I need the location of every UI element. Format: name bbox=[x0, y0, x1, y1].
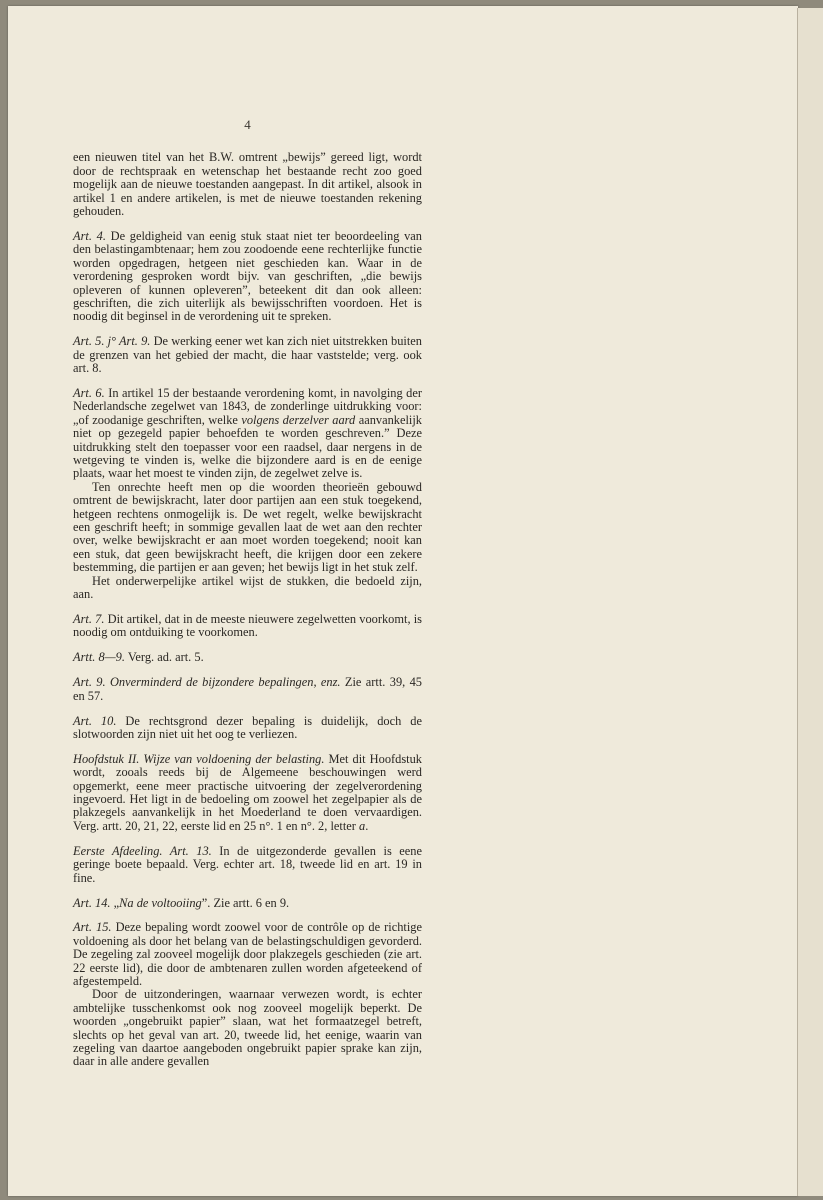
paragraph-text: een nieuwen titel van het B.W. omtrent „bewijs” gereed ligt, wordt door de rechtspraak en wetenschap het bestaande recht zoo goed mogelijk aan de nieuwe toestanden aangepast. In dit artikel, alsook in artikel 1 en andere artikelen, is met de nieuwe toestanden rekening gehouden. bbox=[73, 150, 422, 219]
paragraph-text: De rechtsgrond dezer bepaling is duidelijk, doch de slotwoorden zijn niet uit het oog te verliezen. bbox=[73, 713, 422, 741]
italic-phrase: volgens derzelver aard bbox=[241, 412, 356, 427]
paragraph bbox=[73, 988, 422, 1068]
paragraph-text: „ bbox=[110, 895, 120, 910]
paragraph-text: Ten onrechte heeft men op die woorden theorieën gebouwd omtrent de bewijskracht, later door partijen aan een stuk toegekend, hetgeen rechtens onmogelijk is. De wet regelt, welke bewijskracht een geschrift heeft; in sommige gevallen laat de wet aan den rechter over, welke bewijskracht er aan moet worden toegekend; nooit kan een stuk, dat geen bewijskracht heeft, die krijgen door een zekere bestemming, die partijen er aan geven; het bewijs ligt in het stuk zelf. bbox=[73, 479, 422, 575]
page-content bbox=[73, 118, 422, 1080]
article-heading: Art. 10. bbox=[73, 713, 117, 728]
article-heading: Artt. 8—9. bbox=[73, 650, 125, 665]
page-number: 4 bbox=[244, 117, 251, 132]
article-heading: Art. 14. bbox=[73, 895, 111, 910]
paragraph-text: Met dit Hoofdstuk wordt, zooals reeds bij de Algemeene beschouwingen werd opgemerkt, eene meer practische uitvoering der zegelverordening ingevoerd. Het ligt in de bedoeling om zoowel het zegelpapier als de plakzegels aanvankelijk in het Moederland te doen vervaardigen. Verg. artt. 20, 21, 22, eerste lid en 25 n°. 1 en n°. 2, letter bbox=[73, 751, 422, 833]
paragraph bbox=[73, 845, 422, 885]
paragraph-text-continued: . bbox=[365, 818, 369, 833]
paragraph-text: Het onderwerpelijke artikel wijst de stukken, die bedoeld zijn, aan. bbox=[73, 573, 422, 602]
paragraph bbox=[73, 575, 422, 602]
adjacent-page-edge bbox=[797, 8, 823, 1196]
paragraph-text: Door de uitzonderingen, waarnaar verwezen wordt, is echter ambtelijke tusschenkomst ook nog zooveel mogelijk beperkt. De woorden „ongebruikt papier” slaan, wat het formaatzegel betreft, slechts op het geval van art. 20, tweede lid, het eenige, waarin van zegeling van daartoe aangeboden ongebruikt papier sprake kan zijn, daar in alle andere gevallen bbox=[73, 987, 422, 1069]
article-heading: Eerste Afdeeling. Art. 13. bbox=[73, 843, 212, 858]
paragraph bbox=[73, 651, 422, 664]
article-heading: Art. 9. Onverminderd de bijzondere bepalingen, enz. bbox=[73, 675, 341, 690]
paragraph-text: Verg. ad. art. 5. bbox=[124, 650, 204, 665]
paragraph bbox=[73, 613, 422, 640]
paragraph bbox=[73, 715, 422, 742]
paragraph bbox=[73, 481, 422, 575]
paragraph-text: In de uitgezonderde gevallen is eene geringe boete bepaald. Verg. echter art. 18, tweede lid en art. 19 in fine. bbox=[73, 843, 422, 885]
document-page bbox=[8, 6, 798, 1196]
italic-phrase: Na de voltooiing bbox=[119, 895, 202, 910]
paragraph-text-continued: aanvankelijk niet op gezegeld papier behoefden te worden geschreven.” Deze uitdrukking stelt den toepasser voor een raadsel, daar nergens in de wetgeving te vinden is, welke die bijzondere aard is en de eenige plaats, waar het moest te vinden zijn, de zegelwet zelve is. bbox=[73, 412, 422, 481]
paragraph bbox=[73, 151, 422, 218]
article-heading: Art. 7. bbox=[73, 612, 105, 626]
paragraph bbox=[73, 897, 422, 910]
italic-phrase: a bbox=[359, 818, 366, 833]
article-heading: Art. 15. bbox=[73, 920, 112, 935]
paragraph-text: De werking eener wet kan zich niet uitstrekken buiten de grenzen van het gebied der macht, die haar vaststelde; verg. ook art. 8. bbox=[73, 334, 422, 376]
article-heading: Art. 6. bbox=[73, 386, 105, 400]
paragraph-text: De geldigheid van eenig stuk staat niet ter beoordeeling van den belastingambtenaar; hem zou zoodoende eene rechterlijke functie worden opgedragen, hetgeen niet geschieden kan. Waar in de verordening gesproken wordt bijv. van geschriften, „die bewijs opleveren of kunnen opleveren”, beteekent dit dan ook alleen: geschriften, die zich uiterlijk als bewijsschriften voordoen. Het is noodig dit beginsel in de verordening uit te spreken. bbox=[73, 228, 423, 324]
paragraph-text: Deze bepaling wordt zoowel voor de contrôle op de richtige voldoening als door het belang van de belastingschuldigen gevorderd. De zegeling zal zooveel mogelijk door plakzegels geschieden (zie art. 22 eerste lid), die door de ambtenaren zullen worden afgeteekend of afgestempeld. bbox=[73, 920, 422, 989]
paragraph bbox=[73, 335, 422, 375]
article-heading: Hoofdstuk II. Wijze van voldoening der belasting. bbox=[73, 751, 325, 766]
paragraph bbox=[73, 921, 422, 988]
paragraph-list bbox=[73, 151, 422, 1068]
paragraph bbox=[73, 387, 422, 481]
paragraph-text: In artikel 15 der bestaande verordening komt, in navolging der Nederlandsche zegelwet van 1843, de zonderlinge uitdrukking voor: „of zoodanige geschriften, welke bbox=[73, 386, 422, 427]
paragraph-text: Dit artikel, dat in de meeste nieuwere zegelwetten voorkomt, is noodig om ontduiking te voorkomen. bbox=[73, 612, 423, 640]
paragraph bbox=[73, 676, 422, 703]
paragraph bbox=[73, 753, 422, 833]
paragraph bbox=[73, 230, 422, 324]
article-heading: Art. 4. bbox=[73, 228, 106, 243]
article-heading: Art. 5. j° Art. 9. bbox=[73, 334, 151, 349]
paragraph-text: Zie artt. 39, 45 en 57. bbox=[73, 675, 422, 703]
paragraph-text-continued: ”. Zie artt. 6 en 9. bbox=[201, 895, 290, 910]
